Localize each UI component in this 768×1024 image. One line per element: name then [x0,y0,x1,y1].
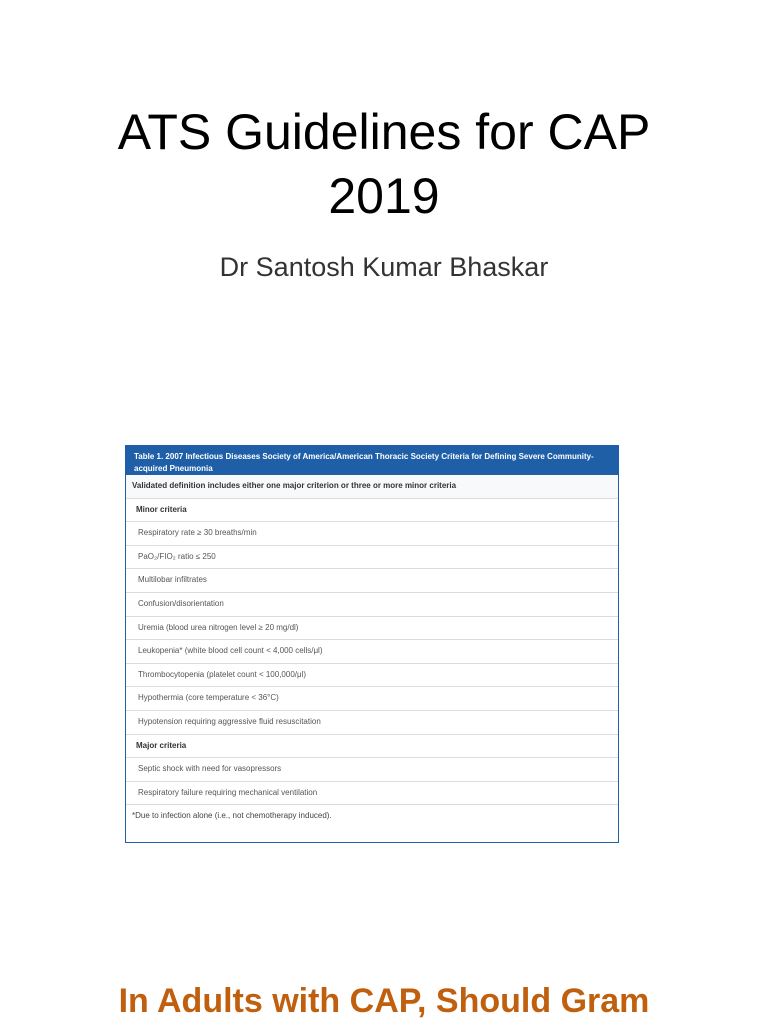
major-criterion-row: Septic shock with need for vasopressors [126,758,618,782]
major-criteria-heading: Major criteria [126,735,618,759]
minor-criterion-row: Thrombocytopenia (platelet count < 100,000/μl) [126,664,618,688]
slide-title-line1: ATS Guidelines for CAP [117,104,651,160]
criteria-table-image [125,445,619,843]
table-footnote: *Due to infection alone (i.e., not chemotherapy induced). [132,811,332,821]
minor-criterion-row: Hypotension requiring aggressive fluid resuscitation [126,711,618,735]
table-definition-row: Validated definition includes either one major criterion or three or more minor criteria [126,475,618,499]
minor-criterion-row: PaO₂/FIO₂ ratio ≤ 250 [126,546,618,570]
major-criterion-row: Respiratory failure requiring mechanical ventilation [126,782,618,806]
minor-criteria-heading: Minor criteria [126,499,618,523]
author-name: Dr Santosh Kumar Bhaskar [219,252,549,282]
table-caption: Table 1. 2007 Infectious Diseases Society of America/American Thoracic Society Criteria for Defining Severe Community-acquired Pneumonia [126,446,618,475]
minor-criterion-row: Confusion/disorientation [126,593,618,617]
minor-criterion-row: Multilobar infiltrates [126,569,618,593]
minor-criterion-row: Leukopenia* (white blood cell count < 4,000 cells/μl) [126,640,618,664]
next-slide-heading: In Adults with CAP, Should Gram [118,982,650,1020]
slide-title [0,100,768,228]
minor-criterion-row: Hypothermia (core temperature < 36°C) [126,687,618,711]
slide-title-line2: 2019 [328,168,440,224]
minor-criterion-row: Uremia (blood urea nitrogen level ≥ 20 mg/dl) [126,617,618,641]
minor-criterion-row: Respiratory rate ≥ 30 breaths/min [126,522,618,546]
